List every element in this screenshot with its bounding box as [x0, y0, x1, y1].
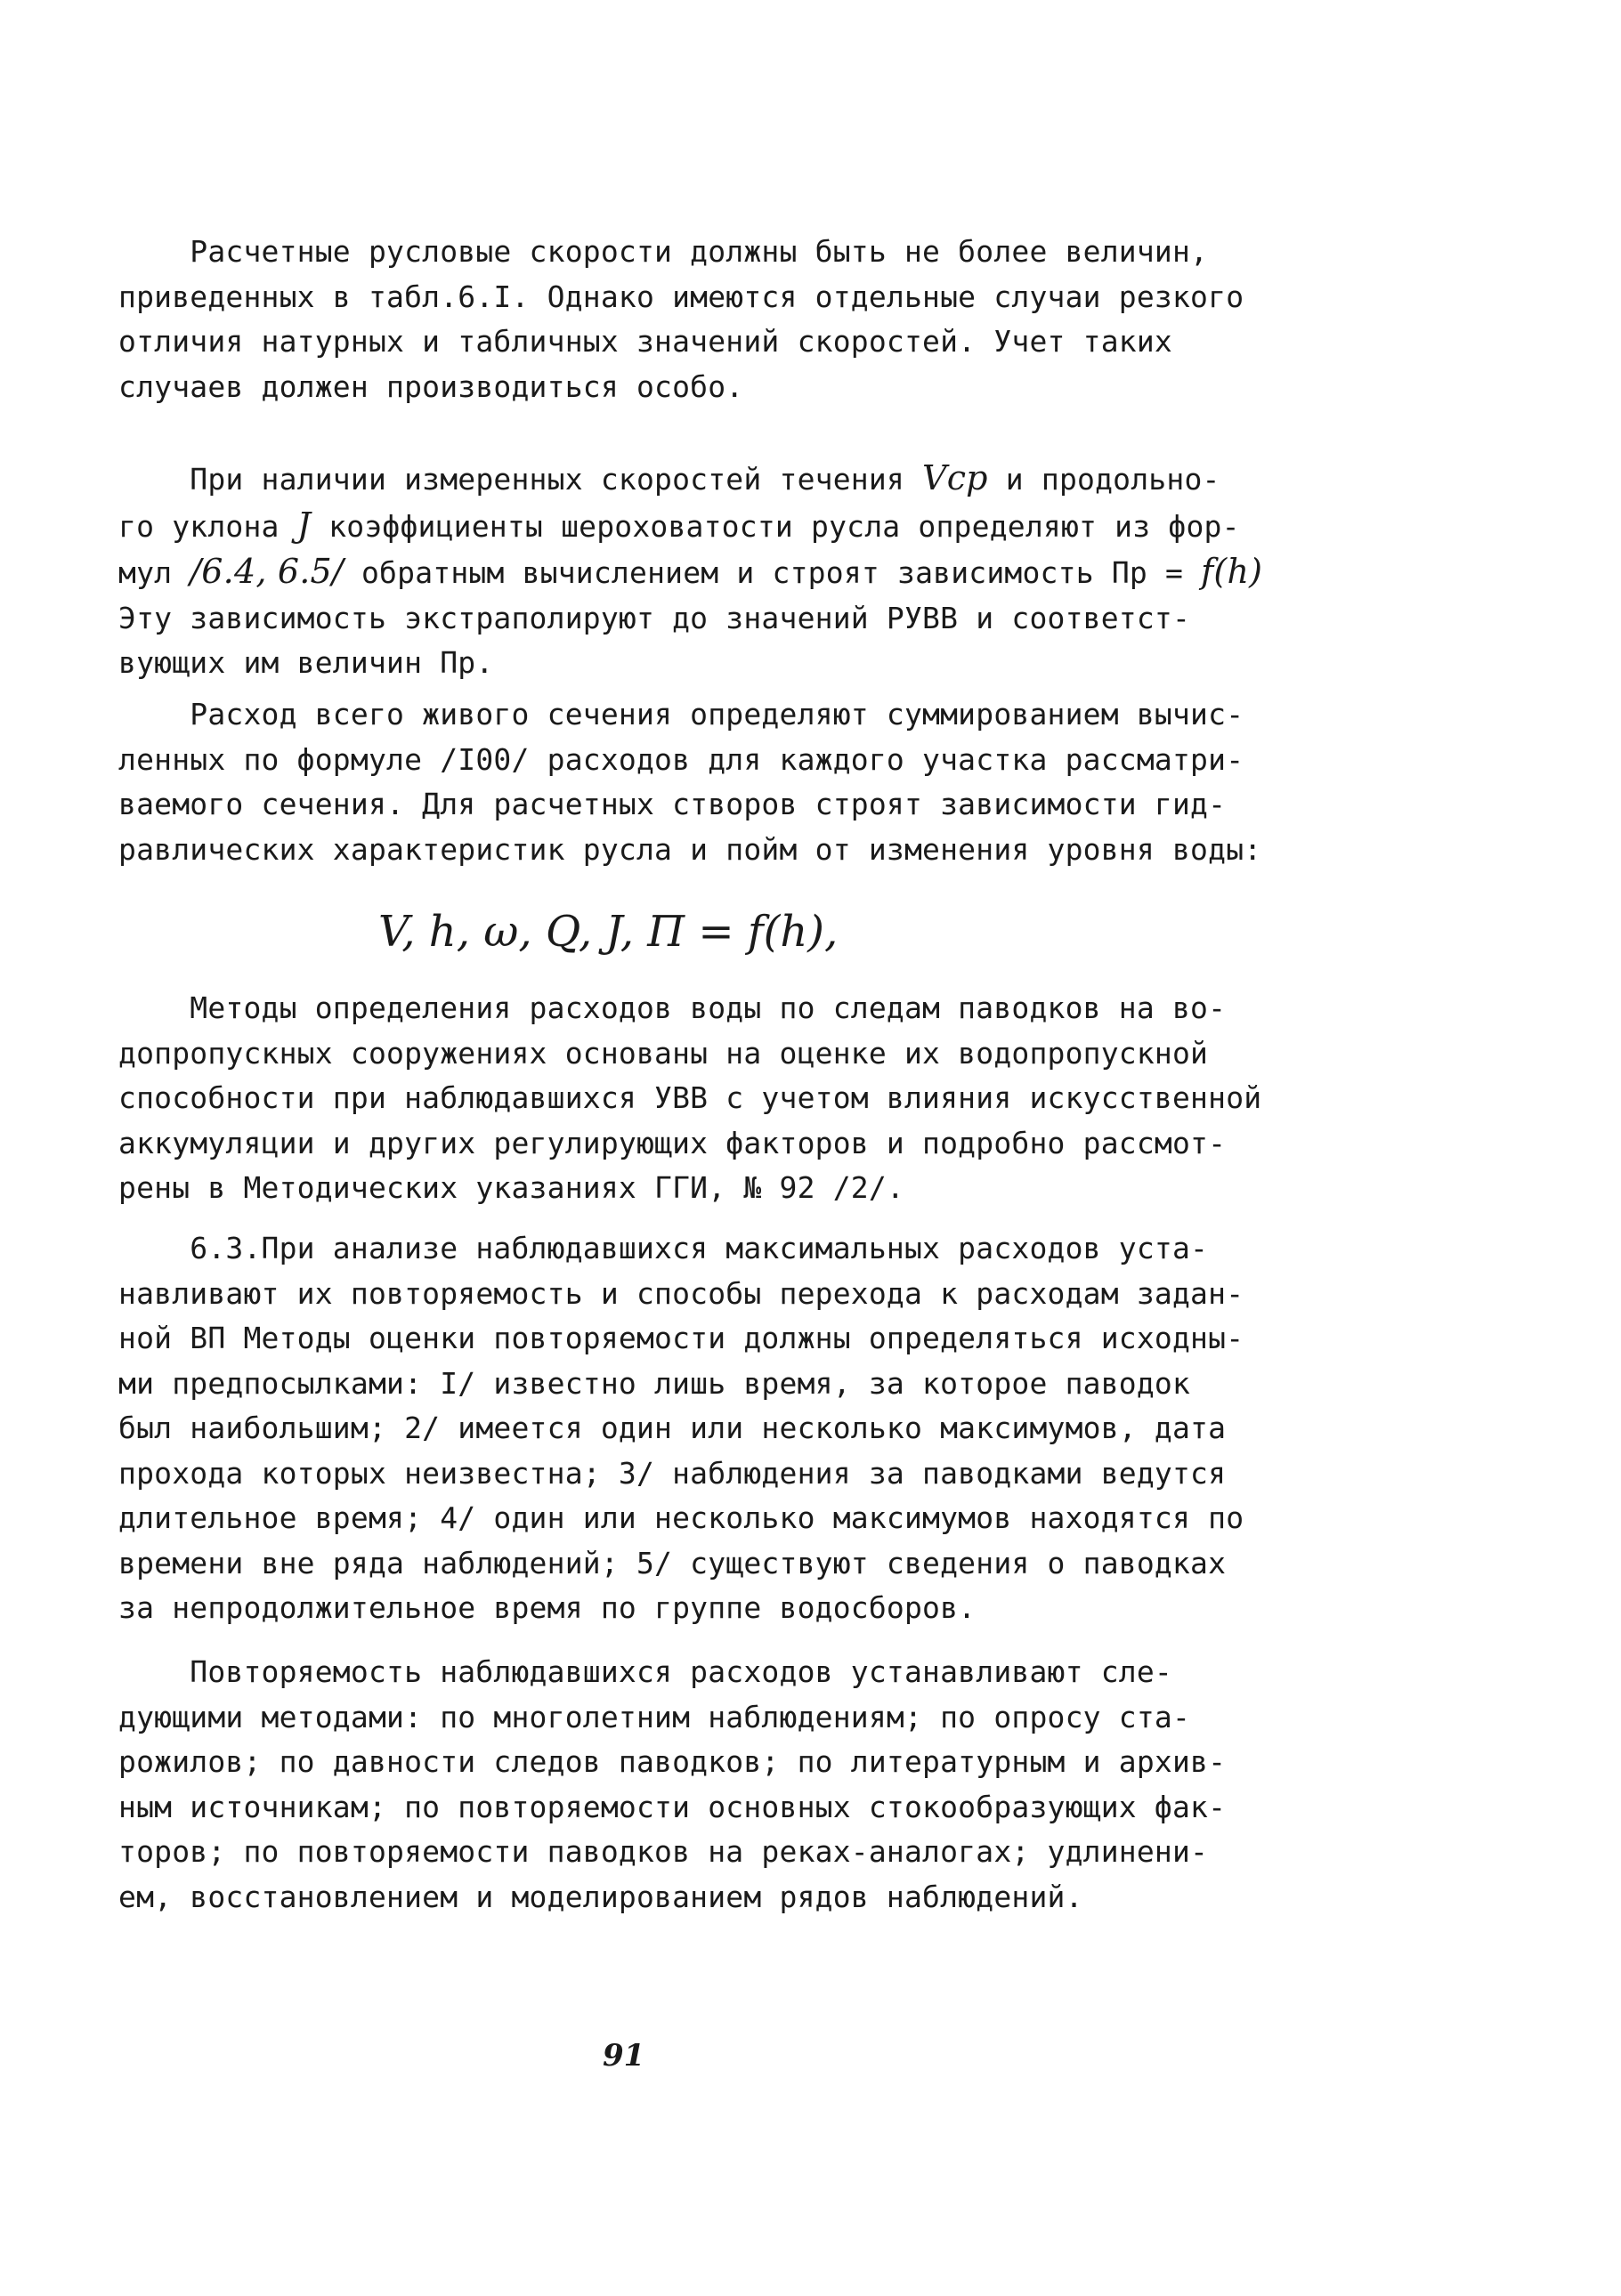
text-line: Методы определения расходов воды по следам паводков на во-	[118, 990, 1227, 1025]
text-line: Повторяемость наблюдавшихся расходов устанавливают сле-	[118, 1654, 1172, 1689]
text-line: прохода которых неизвестна; 3/ наблюдения за паводками ведутся	[118, 1455, 1227, 1491]
text-line: дующими методами: по многолетним наблюдениям; по опросу ста-	[118, 1699, 1191, 1734]
text-line: за непродолжительное время по группе водосборов.	[118, 1590, 977, 1625]
paragraph-5	[118, 1226, 1302, 1631]
paragraph-1	[118, 230, 1302, 409]
paragraph-6	[118, 1650, 1302, 1920]
text-line	[118, 503, 1302, 550]
text-line: Расчетные русловые скорости должны быть не более величин,	[118, 234, 1209, 269]
paragraph-2	[118, 456, 1302, 686]
page-number: 91	[603, 2038, 645, 2074]
text-line: рены в Методических указаниях ГГИ, № 92 /2/.	[118, 1170, 904, 1205]
text-fragment: и продольно-	[987, 462, 1220, 497]
text-line: Эту зависимость экстраполируют до значений РУВВ и соответст-	[118, 600, 1191, 635]
text-line: был наибольшим; 2/ имеется один или несколько максимумов, дата	[118, 1411, 1227, 1445]
text-line: Расход всего живого сечения определяют суммированием вычис-	[118, 697, 1244, 732]
text-line: ной ВП Методы оценки повторяемости должны определяться исходны-	[118, 1321, 1244, 1355]
text-line	[118, 456, 1302, 503]
text-line: приведенных в табл.6.I. Однако имеются отдельные случаи резкого	[118, 279, 1244, 314]
text-line: аккумуляции и других регулирующих факторов и подробно рассмот-	[118, 1125, 1227, 1160]
text-line: длительное время; 4/ один или несколько максимумов находятся по	[118, 1500, 1244, 1535]
hydraulic-formula: V, h, ω, Q, J, П = f(h),	[378, 907, 839, 957]
text-line: ленных по формуле /I00/ расходов для каждого участка рассматри-	[118, 741, 1244, 777]
text-fragment: обратным вычислением и строят зависимость Пр =	[343, 555, 1202, 590]
text-line: отличия натурных и табличных значений скоростей. Учет таких	[118, 324, 1172, 359]
text-line: вующих им величин Пр.	[118, 645, 494, 680]
text-line: способности при наблюдавшихся УВВ с учетом влияния искусственной	[118, 1080, 1262, 1115]
text-line: навливают их повторяемость и способы перехода к расходам задан-	[118, 1275, 1244, 1311]
text-line: ми предпосылками: I/ известно лишь время, за которое паводок	[118, 1365, 1191, 1401]
text-line: равлических характеристик русла и пойм от изменения уровня воды:	[118, 831, 1262, 867]
formula-reference: /6.4, 6.5/	[190, 552, 344, 591]
paragraph-3	[118, 692, 1302, 872]
text-fragment: мул	[118, 555, 190, 590]
text-fragment: го уклона	[118, 508, 297, 544]
text-line: случаев должен производиться особо.	[118, 368, 744, 404]
text-line: ваемого сечения. Для расчетных створов строят зависимости гид-	[118, 787, 1227, 821]
text-line: торов; по повторяемости паводков на реках-аналогах; удлинени-	[118, 1834, 1209, 1869]
text-line: ным источникам; по повторяемости основных стокообразующих фак-	[118, 1789, 1227, 1824]
text-fragment: коэффициенты шероховатости русла определяют из фор-	[311, 508, 1240, 544]
velocity-symbol: Vср	[922, 458, 988, 497]
text-fragment: При наличии измеренных скоростей течения	[118, 462, 923, 497]
paragraph-4	[118, 986, 1302, 1211]
text-line: 6.3.При анализе наблюдавшихся максимальных расходов уста-	[118, 1231, 1209, 1265]
text-line: допропускных сооружениях основаны на оценке их водопропускной	[118, 1035, 1209, 1071]
text-line	[118, 549, 1302, 596]
text-line: времени вне ряда наблюдений; 5/ существуют сведения о паводках	[118, 1545, 1227, 1581]
slope-symbol: J	[296, 505, 312, 545]
text-line: рожилов; по давности следов паводков; по литературным и архив-	[118, 1744, 1227, 1779]
text-line: ем, восстановлением и моделированием рядов наблюдений.	[118, 1879, 1083, 1914]
function-symbol: f(h)	[1201, 552, 1263, 591]
